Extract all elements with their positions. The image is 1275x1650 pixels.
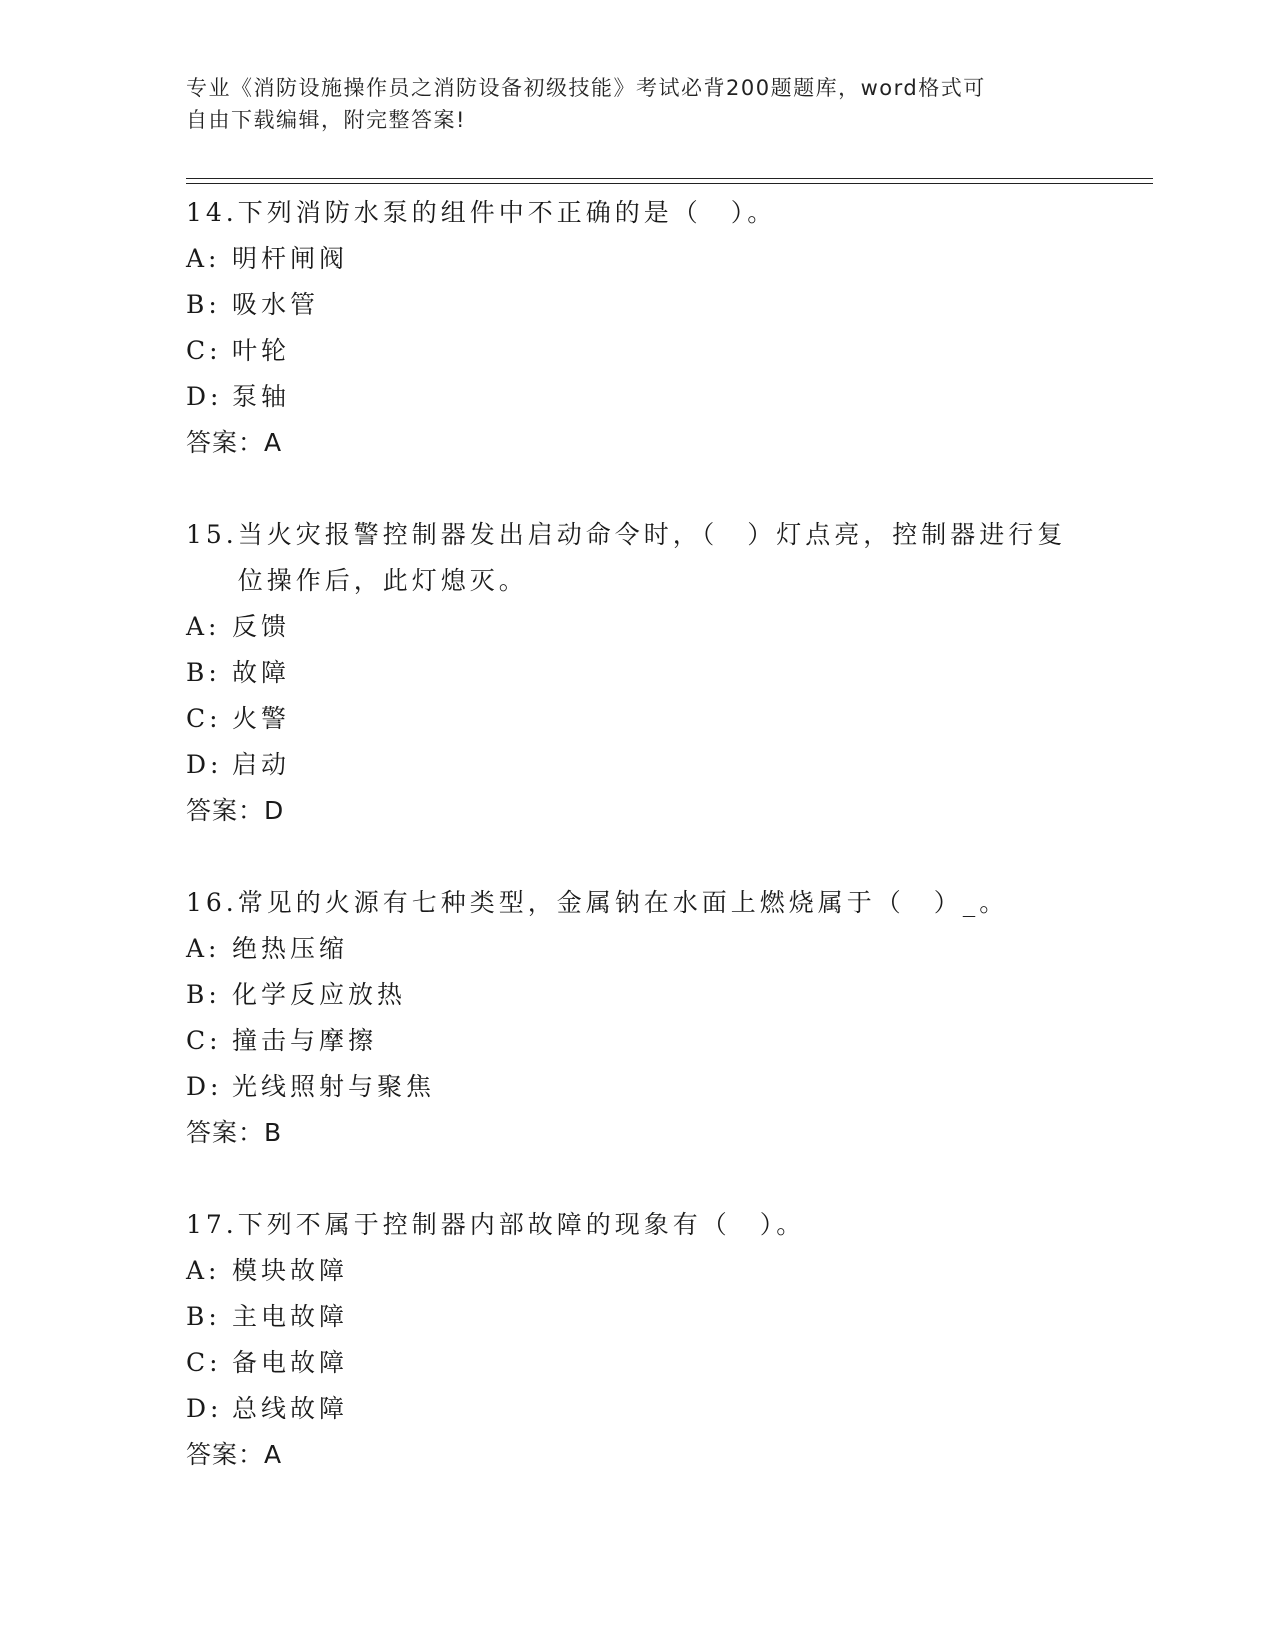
option-text: 泵轴: [232, 382, 291, 411]
question-number: 16.: [186, 888, 238, 917]
answer-line: [186, 1110, 1086, 1156]
option-label: C:: [186, 1348, 222, 1377]
option-text: 化学反应放热: [232, 980, 407, 1009]
option-label: C:: [186, 336, 222, 365]
option-text: 主电故障: [232, 1302, 349, 1331]
option-b: [186, 1294, 1086, 1340]
header-line-1: 专业《消防设施操作员之消防设备初级技能》考试必背200题题库，word格式可: [186, 76, 986, 100]
option-d: [186, 742, 1086, 788]
option-label: C:: [186, 1026, 222, 1055]
option-label: C:: [186, 704, 222, 733]
answer-line: [186, 1432, 1086, 1478]
question-number: 15.: [186, 520, 238, 549]
answer-value: D: [264, 796, 285, 825]
option-a: [186, 1248, 1086, 1294]
option-label: B:: [186, 290, 221, 319]
answer-line: [186, 788, 1086, 834]
option-text: 总线故障: [232, 1394, 349, 1423]
option-text: 启动: [232, 750, 291, 779]
option-label: B:: [186, 980, 221, 1009]
question-17: [186, 1202, 1086, 1478]
option-a: [186, 604, 1086, 650]
header-line-2: 自由下载编辑，附完整答案!: [186, 108, 466, 132]
option-text: 明杆闸阀: [232, 244, 349, 273]
option-c: [186, 328, 1086, 374]
answer-prefix: 答案：: [186, 796, 265, 825]
answer-value: B: [264, 1118, 283, 1147]
question-stem: [186, 190, 1086, 236]
question-14: [186, 190, 1086, 466]
option-label: D:: [186, 382, 223, 411]
option-label: B:: [186, 1302, 221, 1331]
option-label: D:: [186, 1394, 223, 1423]
option-c: [186, 696, 1086, 742]
option-text: 叶轮: [232, 336, 291, 365]
question-text: 常见的火源有七种类型，金属钠在水面上燃烧属于（ ）_。: [237, 888, 1009, 917]
question-stem: [186, 512, 1086, 604]
option-label: D:: [186, 750, 223, 779]
question-number: 14.: [186, 198, 238, 227]
question-text: 下列消防水泵的组件中不正确的是（ ）。: [237, 198, 777, 227]
answer-prefix: 答案：: [186, 1440, 265, 1469]
header-divider-bottom: [186, 183, 1153, 184]
option-b: [186, 650, 1086, 696]
question-list: [186, 190, 1086, 1524]
option-c: [186, 1340, 1086, 1386]
option-text: 绝热压缩: [232, 934, 349, 963]
question-text: 当火灾报警控制器发出启动命令时，（ ）灯点亮，控制器进行复位操作后，此灯熄灭。: [237, 520, 1067, 595]
option-d: [186, 374, 1086, 420]
answer-prefix: 答案：: [186, 428, 265, 457]
option-b: [186, 282, 1086, 328]
option-text: 火警: [232, 704, 291, 733]
answer-line: [186, 420, 1086, 466]
option-text: 反馈: [232, 612, 291, 641]
question-text: 下列不属于控制器内部故障的现象有（ ）。: [237, 1210, 806, 1239]
option-text: 吸水管: [232, 290, 320, 319]
answer-prefix: 答案：: [186, 1118, 265, 1147]
option-label: A:: [186, 1256, 221, 1285]
option-text: 模块故障: [232, 1256, 349, 1285]
answer-value: A: [264, 428, 283, 457]
option-label: D:: [186, 1072, 223, 1101]
option-d: [186, 1064, 1086, 1110]
option-b: [186, 972, 1086, 1018]
option-label: B:: [186, 658, 221, 687]
option-c: [186, 1018, 1086, 1064]
question-stem: [186, 880, 1086, 926]
option-a: [186, 236, 1086, 282]
answer-value: A: [264, 1440, 283, 1469]
question-number: 17.: [186, 1210, 238, 1239]
option-text: 故障: [232, 658, 291, 687]
option-label: A:: [186, 244, 221, 273]
option-text: 备电故障: [232, 1348, 349, 1377]
option-text: 光线照射与聚焦: [232, 1072, 436, 1101]
option-a: [186, 926, 1086, 972]
option-text: 撞击与摩擦: [232, 1026, 378, 1055]
question-16: [186, 880, 1086, 1156]
document-header: [186, 72, 1066, 136]
option-label: A:: [186, 612, 221, 641]
question-stem: [186, 1202, 1086, 1248]
question-15: [186, 512, 1086, 834]
option-d: [186, 1386, 1086, 1432]
header-divider-top: [186, 178, 1153, 179]
option-label: A:: [186, 934, 221, 963]
